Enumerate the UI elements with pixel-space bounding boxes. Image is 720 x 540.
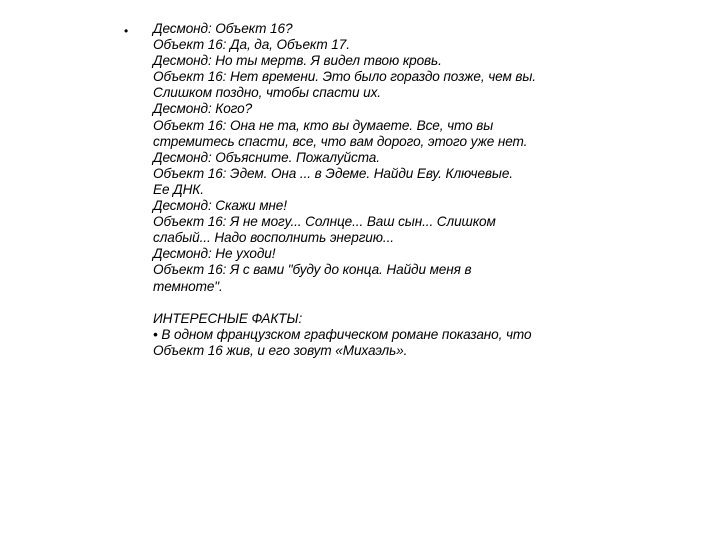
dialogue-line: слабый... Надо восполнить энергию... <box>153 230 394 246</box>
dialogue-line: Объект 16: Я с вами "буду до конца. Найди меня в <box>153 262 472 278</box>
dialogue-line: Слишком поздно, чтобы спасти их. <box>153 85 381 101</box>
facts-heading: ИНТЕРЕСНЫЕ ФАКТЫ: <box>153 310 303 326</box>
dialogue-line: Десмонд: Скажи мне! <box>153 198 287 214</box>
dialogue-line: Десмонд: Объект 16? <box>153 21 293 36</box>
dialogue-line: Ее ДНК. <box>153 181 204 197</box>
dialogue-line: Десмонд: Но ты мертв. Я видел твою кровь. <box>153 53 442 69</box>
dialogue-line: Объект 16: Я не могу... Солнце... Ваш сын... Слишком <box>153 214 496 230</box>
bullet-marker: • <box>124 24 129 38</box>
dialogue-line: стремитесь спасти, все, что вам дорого, этого уже нет. <box>153 133 528 149</box>
dialogue-line: Объект 16: Да, да, Объект 17. <box>153 37 350 53</box>
paragraph-spacer <box>153 295 633 311</box>
dialogue-line: Объект 16: Эдем. Она ... в Эдеме. Найди Еву. Ключевые. <box>153 165 513 181</box>
dialogue-line: Десмонд: Объясните. Пожалуйста. <box>153 149 380 165</box>
dialogue-line: темноте". <box>153 278 223 294</box>
dialogue-line: Объект 16: Нет времени. Это было гораздо позже, чем вы. <box>153 69 536 85</box>
dialogue-line: Десмонд: Не уходи! <box>153 246 276 262</box>
fact-line: Объект 16 жив, и его зовут «Михаэль». <box>153 342 408 358</box>
fact-line: • В одном французском графическом романе показано, что <box>153 326 532 342</box>
dialogue-line: Объект 16: Она не та, кто вы думаете. Все, что вы <box>153 117 494 133</box>
dialogue-line: Десмонд: Кого? <box>153 101 253 117</box>
dialogue-text-block <box>153 21 633 359</box>
